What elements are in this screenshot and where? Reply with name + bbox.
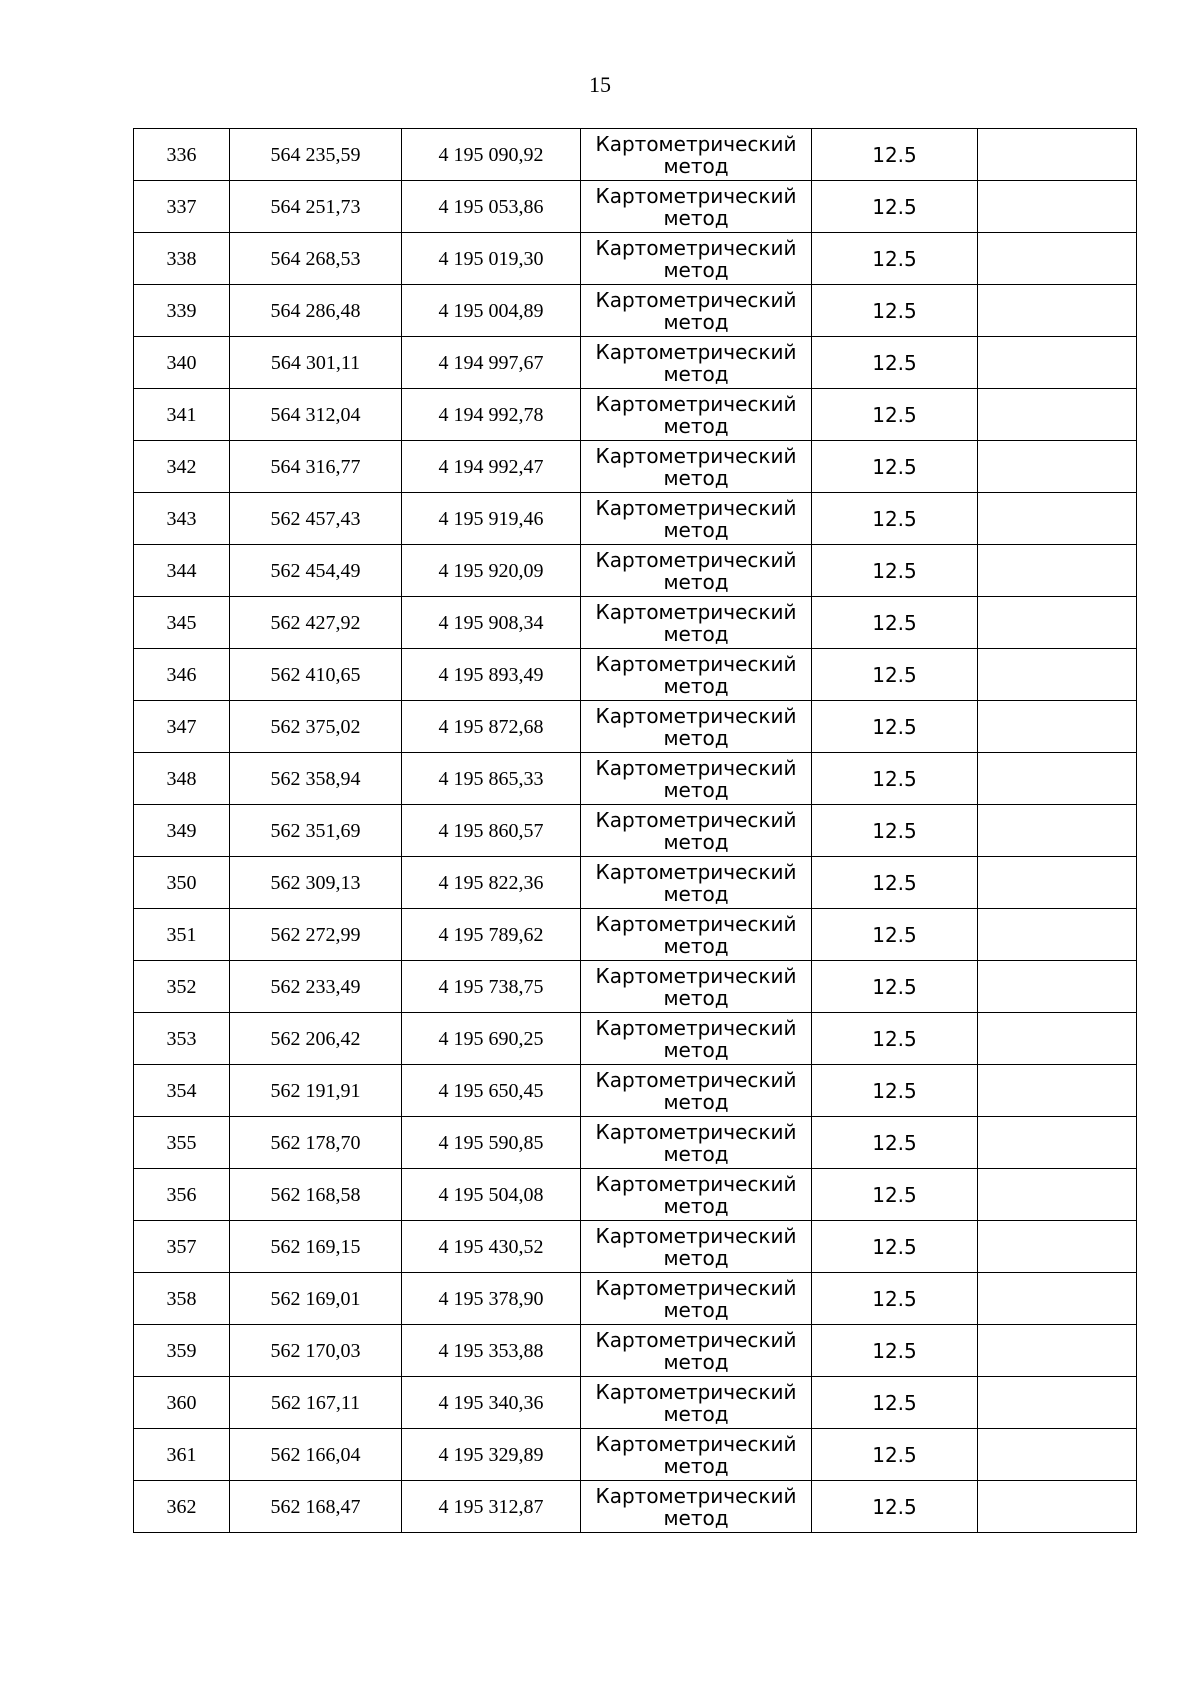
y-coordinate-cell: 4 195 738,75 xyxy=(402,961,581,1013)
table-row xyxy=(134,493,1137,545)
method-line-1: Картометрический xyxy=(595,599,797,624)
y-coordinate-cell: 4 195 353,88 xyxy=(402,1325,581,1377)
method-line-1: Картометрический xyxy=(595,495,797,520)
x-coordinate-cell: 562 351,69 xyxy=(230,805,402,857)
x-coordinate-cell: 562 170,03 xyxy=(230,1325,402,1377)
table-row xyxy=(134,1325,1137,1377)
accuracy-cell: 12.5 xyxy=(812,493,978,545)
note-cell xyxy=(978,1065,1137,1117)
accuracy-cell: 12.5 xyxy=(812,649,978,701)
x-coordinate-cell: 564 316,77 xyxy=(230,441,402,493)
note-cell xyxy=(978,1221,1137,1273)
method-line-2: метод xyxy=(663,985,729,1010)
y-coordinate-cell: 4 194 992,47 xyxy=(402,441,581,493)
method-line-2: метод xyxy=(663,309,729,334)
table-row xyxy=(134,1117,1137,1169)
note-cell xyxy=(978,493,1137,545)
method-line-2: метод xyxy=(663,517,729,542)
point-number-cell: 359 xyxy=(134,1325,230,1377)
method-cell xyxy=(581,649,812,701)
point-number-cell: 342 xyxy=(134,441,230,493)
method-cell xyxy=(581,857,812,909)
method-line-1: Картометрический xyxy=(595,1223,797,1248)
accuracy-cell: 12.5 xyxy=(812,1221,978,1273)
table-row xyxy=(134,597,1137,649)
note-cell xyxy=(978,441,1137,493)
note-cell xyxy=(978,909,1137,961)
method-line-1: Картометрический xyxy=(595,703,797,728)
table-row xyxy=(134,1377,1137,1429)
point-number-cell: 347 xyxy=(134,701,230,753)
table-row xyxy=(134,181,1137,233)
accuracy-cell: 12.5 xyxy=(812,181,978,233)
method-cell xyxy=(581,389,812,441)
table-row xyxy=(134,961,1137,1013)
method-cell xyxy=(581,129,812,181)
note-cell xyxy=(978,649,1137,701)
y-coordinate-cell: 4 195 822,36 xyxy=(402,857,581,909)
table-row xyxy=(134,1013,1137,1065)
y-coordinate-cell: 4 195 504,08 xyxy=(402,1169,581,1221)
method-line-2: метод xyxy=(663,1349,729,1374)
coordinates-table-body xyxy=(134,129,1137,1533)
method-line-1: Картометрический xyxy=(595,391,797,416)
point-number-cell: 350 xyxy=(134,857,230,909)
x-coordinate-cell: 562 233,49 xyxy=(230,961,402,1013)
method-cell xyxy=(581,961,812,1013)
note-cell xyxy=(978,597,1137,649)
note-cell xyxy=(978,701,1137,753)
x-coordinate-cell: 564 301,11 xyxy=(230,337,402,389)
point-number-cell: 337 xyxy=(134,181,230,233)
point-number-cell: 356 xyxy=(134,1169,230,1221)
y-coordinate-cell: 4 195 090,92 xyxy=(402,129,581,181)
method-cell xyxy=(581,753,812,805)
x-coordinate-cell: 562 410,65 xyxy=(230,649,402,701)
x-coordinate-cell: 562 358,94 xyxy=(230,753,402,805)
method-line-1: Картометрический xyxy=(595,1483,797,1508)
accuracy-cell: 12.5 xyxy=(812,1013,978,1065)
accuracy-cell: 12.5 xyxy=(812,1377,978,1429)
x-coordinate-cell: 564 312,04 xyxy=(230,389,402,441)
method-line-2: метод xyxy=(663,673,729,698)
note-cell xyxy=(978,1169,1137,1221)
method-line-2: метод xyxy=(663,205,729,230)
method-cell xyxy=(581,545,812,597)
method-line-1: Картометрический xyxy=(595,235,797,260)
point-number-cell: 362 xyxy=(134,1481,230,1533)
method-line-2: метод xyxy=(663,569,729,594)
x-coordinate-cell: 562 457,43 xyxy=(230,493,402,545)
accuracy-cell: 12.5 xyxy=(812,1065,978,1117)
point-number-cell: 361 xyxy=(134,1429,230,1481)
point-number-cell: 348 xyxy=(134,753,230,805)
table-row xyxy=(134,857,1137,909)
point-number-cell: 340 xyxy=(134,337,230,389)
method-cell xyxy=(581,1169,812,1221)
method-line-1: Картометрический xyxy=(595,131,797,156)
y-coordinate-cell: 4 195 329,89 xyxy=(402,1429,581,1481)
accuracy-cell: 12.5 xyxy=(812,753,978,805)
note-cell xyxy=(978,805,1137,857)
y-coordinate-cell: 4 195 340,36 xyxy=(402,1377,581,1429)
method-cell xyxy=(581,493,812,545)
accuracy-cell: 12.5 xyxy=(812,1429,978,1481)
method-line-1: Картометрический xyxy=(595,651,797,676)
point-number-cell: 352 xyxy=(134,961,230,1013)
x-coordinate-cell: 562 427,92 xyxy=(230,597,402,649)
method-cell xyxy=(581,1481,812,1533)
accuracy-cell: 12.5 xyxy=(812,961,978,1013)
table-row xyxy=(134,1065,1137,1117)
note-cell xyxy=(978,337,1137,389)
method-line-1: Картометрический xyxy=(595,1015,797,1040)
method-cell xyxy=(581,1273,812,1325)
table-row xyxy=(134,1273,1137,1325)
method-line-2: метод xyxy=(663,1245,729,1270)
method-line-1: Картометрический xyxy=(595,755,797,780)
x-coordinate-cell: 562 272,99 xyxy=(230,909,402,961)
method-cell xyxy=(581,233,812,285)
y-coordinate-cell: 4 195 908,34 xyxy=(402,597,581,649)
accuracy-cell: 12.5 xyxy=(812,545,978,597)
accuracy-cell: 12.5 xyxy=(812,1481,978,1533)
point-number-cell: 344 xyxy=(134,545,230,597)
method-line-1: Картометрический xyxy=(595,963,797,988)
y-coordinate-cell: 4 195 690,25 xyxy=(402,1013,581,1065)
table-row xyxy=(134,805,1137,857)
table-row xyxy=(134,337,1137,389)
note-cell xyxy=(978,1429,1137,1481)
note-cell xyxy=(978,233,1137,285)
accuracy-cell: 12.5 xyxy=(812,389,978,441)
table-row xyxy=(134,1429,1137,1481)
y-coordinate-cell: 4 194 997,67 xyxy=(402,337,581,389)
accuracy-cell: 12.5 xyxy=(812,805,978,857)
method-cell xyxy=(581,1117,812,1169)
method-line-2: метод xyxy=(663,1297,729,1322)
accuracy-cell: 12.5 xyxy=(812,1169,978,1221)
note-cell xyxy=(978,1117,1137,1169)
note-cell xyxy=(978,1273,1137,1325)
method-line-1: Картометрический xyxy=(595,1119,797,1144)
point-number-cell: 336 xyxy=(134,129,230,181)
table-row xyxy=(134,441,1137,493)
method-line-1: Картометрический xyxy=(595,443,797,468)
table-row xyxy=(134,1481,1137,1533)
x-coordinate-cell: 564 235,59 xyxy=(230,129,402,181)
point-number-cell: 338 xyxy=(134,233,230,285)
x-coordinate-cell: 562 178,70 xyxy=(230,1117,402,1169)
method-cell xyxy=(581,441,812,493)
method-line-1: Картометрический xyxy=(595,911,797,936)
method-line-1: Картометрический xyxy=(595,287,797,312)
y-coordinate-cell: 4 194 992,78 xyxy=(402,389,581,441)
method-cell xyxy=(581,1221,812,1273)
method-line-2: метод xyxy=(663,361,729,386)
y-coordinate-cell: 4 195 378,90 xyxy=(402,1273,581,1325)
method-line-1: Картометрический xyxy=(595,859,797,884)
x-coordinate-cell: 562 166,04 xyxy=(230,1429,402,1481)
accuracy-cell: 12.5 xyxy=(812,337,978,389)
method-cell xyxy=(581,909,812,961)
method-line-2: метод xyxy=(663,829,729,854)
table-row xyxy=(134,389,1137,441)
method-line-1: Картометрический xyxy=(595,1171,797,1196)
note-cell xyxy=(978,129,1137,181)
method-line-2: метод xyxy=(663,881,729,906)
accuracy-cell: 12.5 xyxy=(812,129,978,181)
method-line-1: Картометрический xyxy=(595,807,797,832)
method-cell xyxy=(581,1325,812,1377)
accuracy-cell: 12.5 xyxy=(812,597,978,649)
y-coordinate-cell: 4 195 893,49 xyxy=(402,649,581,701)
page-number: 15 xyxy=(589,72,611,97)
point-number-cell: 343 xyxy=(134,493,230,545)
y-coordinate-cell: 4 195 312,87 xyxy=(402,1481,581,1533)
note-cell xyxy=(978,545,1137,597)
method-line-2: метод xyxy=(663,933,729,958)
note-cell xyxy=(978,1481,1137,1533)
note-cell xyxy=(978,1325,1137,1377)
table-row xyxy=(134,909,1137,961)
method-cell xyxy=(581,597,812,649)
table-row xyxy=(134,701,1137,753)
y-coordinate-cell: 4 195 053,86 xyxy=(402,181,581,233)
y-coordinate-cell: 4 195 860,57 xyxy=(402,805,581,857)
point-number-cell: 345 xyxy=(134,597,230,649)
method-line-2: метод xyxy=(663,153,729,178)
x-coordinate-cell: 562 309,13 xyxy=(230,857,402,909)
y-coordinate-cell: 4 195 919,46 xyxy=(402,493,581,545)
method-line-2: метод xyxy=(663,1401,729,1426)
x-coordinate-cell: 562 169,15 xyxy=(230,1221,402,1273)
accuracy-cell: 12.5 xyxy=(812,857,978,909)
accuracy-cell: 12.5 xyxy=(812,1273,978,1325)
note-cell xyxy=(978,285,1137,337)
accuracy-cell: 12.5 xyxy=(812,909,978,961)
method-cell xyxy=(581,1377,812,1429)
method-line-1: Картометрический xyxy=(595,339,797,364)
y-coordinate-cell: 4 195 019,30 xyxy=(402,233,581,285)
method-cell xyxy=(581,1013,812,1065)
point-number-cell: 346 xyxy=(134,649,230,701)
table-row xyxy=(134,233,1137,285)
table-row xyxy=(134,1221,1137,1273)
x-coordinate-cell: 564 286,48 xyxy=(230,285,402,337)
y-coordinate-cell: 4 195 865,33 xyxy=(402,753,581,805)
x-coordinate-cell: 562 375,02 xyxy=(230,701,402,753)
method-line-1: Картометрический xyxy=(595,1275,797,1300)
method-line-2: метод xyxy=(663,1089,729,1114)
method-line-1: Картометрический xyxy=(595,1431,797,1456)
method-cell xyxy=(581,701,812,753)
table-row xyxy=(134,285,1137,337)
table-row xyxy=(134,545,1137,597)
method-line-1: Картометрический xyxy=(595,1327,797,1352)
table-row xyxy=(134,753,1137,805)
accuracy-cell: 12.5 xyxy=(812,285,978,337)
point-number-cell: 353 xyxy=(134,1013,230,1065)
point-number-cell: 358 xyxy=(134,1273,230,1325)
table-row xyxy=(134,1169,1137,1221)
x-coordinate-cell: 562 169,01 xyxy=(230,1273,402,1325)
method-line-1: Картометрический xyxy=(595,1067,797,1092)
method-cell xyxy=(581,337,812,389)
method-line-2: метод xyxy=(663,257,729,282)
method-line-2: метод xyxy=(663,1141,729,1166)
note-cell xyxy=(978,857,1137,909)
method-line-2: метод xyxy=(663,413,729,438)
y-coordinate-cell: 4 195 920,09 xyxy=(402,545,581,597)
x-coordinate-cell: 562 168,47 xyxy=(230,1481,402,1533)
method-line-2: метод xyxy=(663,1193,729,1218)
point-number-cell: 339 xyxy=(134,285,230,337)
method-cell xyxy=(581,181,812,233)
note-cell xyxy=(978,1013,1137,1065)
method-line-2: метод xyxy=(663,1505,729,1530)
point-number-cell: 349 xyxy=(134,805,230,857)
note-cell xyxy=(978,1377,1137,1429)
table-row xyxy=(134,129,1137,181)
point-number-cell: 360 xyxy=(134,1377,230,1429)
method-line-2: метод xyxy=(663,777,729,802)
accuracy-cell: 12.5 xyxy=(812,233,978,285)
method-cell xyxy=(581,285,812,337)
x-coordinate-cell: 564 251,73 xyxy=(230,181,402,233)
x-coordinate-cell: 562 191,91 xyxy=(230,1065,402,1117)
point-number-cell: 355 xyxy=(134,1117,230,1169)
method-line-2: метод xyxy=(663,1037,729,1062)
method-line-1: Картометрический xyxy=(595,1379,797,1404)
note-cell xyxy=(978,389,1137,441)
method-cell xyxy=(581,1065,812,1117)
method-line-1: Картометрический xyxy=(595,547,797,572)
accuracy-cell: 12.5 xyxy=(812,441,978,493)
note-cell xyxy=(978,181,1137,233)
note-cell xyxy=(978,961,1137,1013)
y-coordinate-cell: 4 195 004,89 xyxy=(402,285,581,337)
x-coordinate-cell: 562 167,11 xyxy=(230,1377,402,1429)
accuracy-cell: 12.5 xyxy=(812,1117,978,1169)
coordinates-table xyxy=(133,128,1137,1533)
point-number-cell: 341 xyxy=(134,389,230,441)
method-cell xyxy=(581,805,812,857)
table-row xyxy=(134,649,1137,701)
point-number-cell: 354 xyxy=(134,1065,230,1117)
method-line-2: метод xyxy=(663,1453,729,1478)
method-line-1: Картометрический xyxy=(595,183,797,208)
y-coordinate-cell: 4 195 430,52 xyxy=(402,1221,581,1273)
x-coordinate-cell: 562 168,58 xyxy=(230,1169,402,1221)
x-coordinate-cell: 562 206,42 xyxy=(230,1013,402,1065)
point-number-cell: 351 xyxy=(134,909,230,961)
method-line-2: метод xyxy=(663,465,729,490)
y-coordinate-cell: 4 195 872,68 xyxy=(402,701,581,753)
method-line-2: метод xyxy=(663,725,729,750)
point-number-cell: 357 xyxy=(134,1221,230,1273)
method-line-2: метод xyxy=(663,621,729,646)
note-cell xyxy=(978,753,1137,805)
y-coordinate-cell: 4 195 590,85 xyxy=(402,1117,581,1169)
y-coordinate-cell: 4 195 789,62 xyxy=(402,909,581,961)
accuracy-cell: 12.5 xyxy=(812,1325,978,1377)
method-cell xyxy=(581,1429,812,1481)
x-coordinate-cell: 564 268,53 xyxy=(230,233,402,285)
y-coordinate-cell: 4 195 650,45 xyxy=(402,1065,581,1117)
x-coordinate-cell: 562 454,49 xyxy=(230,545,402,597)
accuracy-cell: 12.5 xyxy=(812,701,978,753)
